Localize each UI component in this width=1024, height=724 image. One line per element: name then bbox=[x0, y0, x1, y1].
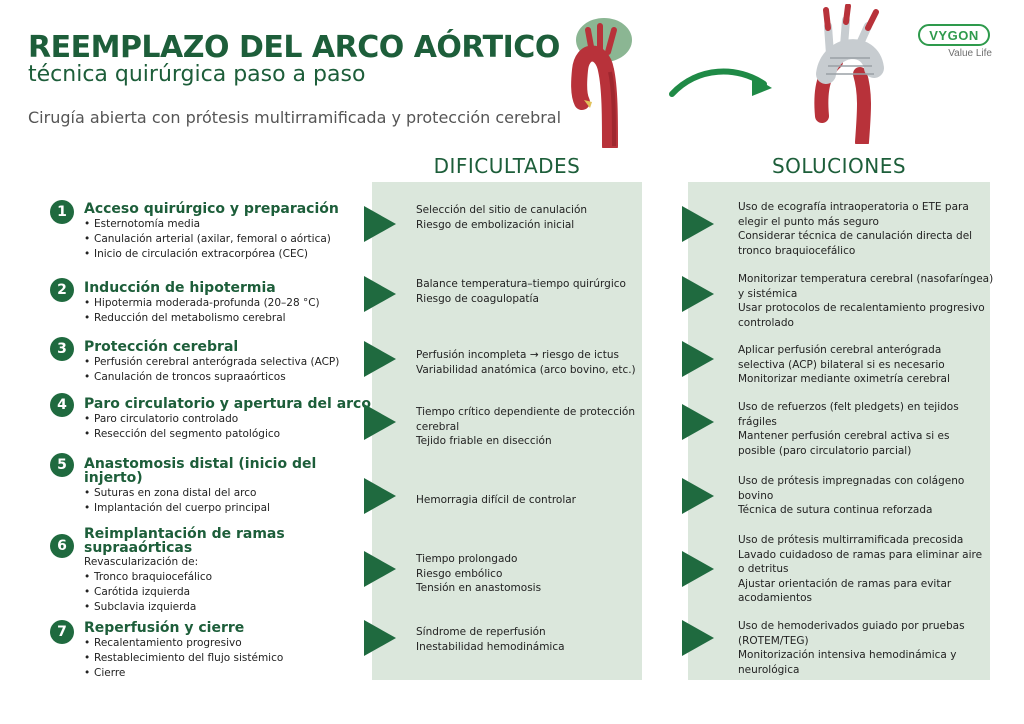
arrow-icon bbox=[364, 206, 396, 242]
arrow-icon bbox=[682, 206, 714, 242]
list-item: • Canulación arterial (axilar, femoral o aórtica) bbox=[84, 232, 331, 247]
prosthesis-illustration bbox=[800, 4, 910, 144]
arrow-icon bbox=[364, 478, 396, 514]
list-item: • Esternotomía media bbox=[84, 217, 331, 232]
page-title: REEMPLAZO DEL ARCO AÓRTICO bbox=[28, 30, 560, 65]
list-item: • Suturas en zona distal del arco bbox=[84, 486, 270, 501]
difficulty-text: Balance temperatura–tiempo quirúrgico Riesgo de coagulopatía bbox=[416, 278, 626, 305]
list-item: Revascularización de: bbox=[84, 556, 199, 568]
difficulty-text: Perfusión incompleta → riesgo de ictus Variabilidad anatómica (arco bovino, etc.) bbox=[416, 349, 636, 376]
list-item: • Carótida izquierda bbox=[84, 585, 212, 600]
list-item: • Paro circulatorio controlado bbox=[84, 412, 280, 427]
solution-text: Uso de prótesis multirramificada precosida Lavado cuidadoso de ramas para eliminar aire o detritus Ajustar orientación de ramas para evitar acodamientos bbox=[738, 534, 983, 604]
solutions-heading: SOLUCIONES bbox=[771, 154, 907, 178]
list-item: • Restablecimiento del flujo sistémico bbox=[84, 651, 283, 666]
arrow-icon bbox=[682, 341, 714, 377]
step-items bbox=[84, 217, 331, 262]
list-item: • Resección del segmento patológico bbox=[84, 427, 280, 442]
difficulty-text: Hemorragia difícil de controlar bbox=[416, 494, 576, 506]
list-item: • Recalentamiento progresivo bbox=[84, 636, 283, 651]
arrow-icon bbox=[682, 404, 714, 440]
step-number: 3 bbox=[50, 337, 74, 361]
logo-tagline: Value Life bbox=[948, 48, 992, 59]
page-title-secondary: técnica quirúrgica paso a paso bbox=[28, 62, 366, 87]
solution-text: Aplicar perfusión cerebral anterógrada selectiva (ACP) bilateral si es necesario Monitorizar mediante oximetría cerebral bbox=[738, 344, 950, 385]
step-title: Reimplantación de ramas supraaórticas bbox=[84, 526, 285, 556]
arrow-icon bbox=[364, 404, 396, 440]
list-item: • Implantación del cuerpo principal bbox=[84, 501, 270, 516]
list-item: • Subclavia izquierda bbox=[84, 600, 212, 615]
step-title: Paro circulatorio y apertura del arco bbox=[84, 396, 371, 412]
step-number: 7 bbox=[50, 620, 74, 644]
step-title: Anastomosis distal (inicio del injerto) bbox=[84, 456, 317, 486]
step-items bbox=[84, 555, 212, 615]
list-item: • Cierre bbox=[84, 666, 283, 681]
step-title: Acceso quirúrgico y preparación bbox=[84, 201, 339, 217]
step-items bbox=[84, 296, 320, 326]
list-item: • Inicio de circulación extracorpórea (CEC) bbox=[84, 247, 331, 262]
step-title: Inducción de hipotermia bbox=[84, 280, 276, 296]
page-subtitle: Cirugía abierta con prótesis multirramificada y protección cerebral bbox=[28, 108, 562, 127]
difficulty-text: Tiempo crítico dependiente de protección cerebral Tejido friable en disección bbox=[416, 406, 635, 447]
aortic-arch-illustration bbox=[570, 18, 636, 148]
solution-text: Uso de prótesis impregnadas con colágeno bovino Técnica de sutura continua reforzada bbox=[738, 475, 965, 516]
step-title: Protección cerebral bbox=[84, 339, 239, 355]
step-items bbox=[84, 486, 270, 516]
list-item: • Tronco braquiocefálico bbox=[84, 570, 212, 585]
step-items bbox=[84, 412, 280, 442]
logo-badge bbox=[918, 24, 990, 46]
solution-text: Uso de refuerzos (felt pledgets) en tejidos frágiles Mantener perfusión cerebral activa si es posible (paro circulatorio parcial) bbox=[738, 401, 959, 457]
arrow-icon bbox=[682, 276, 714, 312]
logo-name: VYGON bbox=[929, 27, 979, 43]
curved-arrow-icon bbox=[668, 62, 778, 102]
step-number: 4 bbox=[50, 393, 74, 417]
arrow-icon bbox=[682, 478, 714, 514]
step-title: Reperfusión y cierre bbox=[84, 620, 245, 636]
step-number: 5 bbox=[50, 453, 74, 477]
step-number: 6 bbox=[50, 534, 74, 558]
difficulty-text: Síndrome de reperfusión Inestabilidad hemodinámica bbox=[416, 626, 565, 653]
list-item: • Canulación de troncos supraaórticos bbox=[84, 370, 339, 385]
solution-text: Uso de hemoderivados guiado por pruebas (ROTEM/TEG) Monitorización intensiva hemodinámica y neurológica bbox=[738, 620, 965, 676]
arrow-icon bbox=[364, 276, 396, 312]
step-items bbox=[84, 355, 339, 385]
arrow-icon bbox=[682, 551, 714, 587]
list-item: • Perfusión cerebral anterógrada selectiva (ACP) bbox=[84, 355, 339, 370]
solution-text: Monitorizar temperatura cerebral (nasofaríngea) y sistémica Usar protocolos de recalentamiento progresivo controlado bbox=[738, 273, 994, 329]
difficulties-heading: DIFICULTADES bbox=[433, 154, 581, 178]
arrow-icon bbox=[364, 341, 396, 377]
vygon-logo bbox=[918, 24, 996, 59]
step-number: 1 bbox=[50, 200, 74, 224]
step-items bbox=[84, 636, 283, 681]
arrow-icon bbox=[682, 620, 714, 656]
difficulty-text: Selección del sitio de canulación Riesgo de embolización inicial bbox=[416, 204, 588, 231]
list-item: • Hipotermia moderada-profunda (20–28 °C) bbox=[84, 296, 320, 311]
list-item: • Reducción del metabolismo cerebral bbox=[84, 311, 320, 326]
arrow-icon bbox=[364, 620, 396, 656]
difficulty-text: Tiempo prolongado Riesgo embólico Tensión en anastomosis bbox=[416, 553, 542, 594]
solution-text: Uso de ecografía intraoperatoria o ETE para elegir el punto más seguro Considerar técnica de canulación directa del tronco braquiocefálico bbox=[738, 201, 973, 257]
arrow-icon bbox=[364, 551, 396, 587]
step-number: 2 bbox=[50, 278, 74, 302]
